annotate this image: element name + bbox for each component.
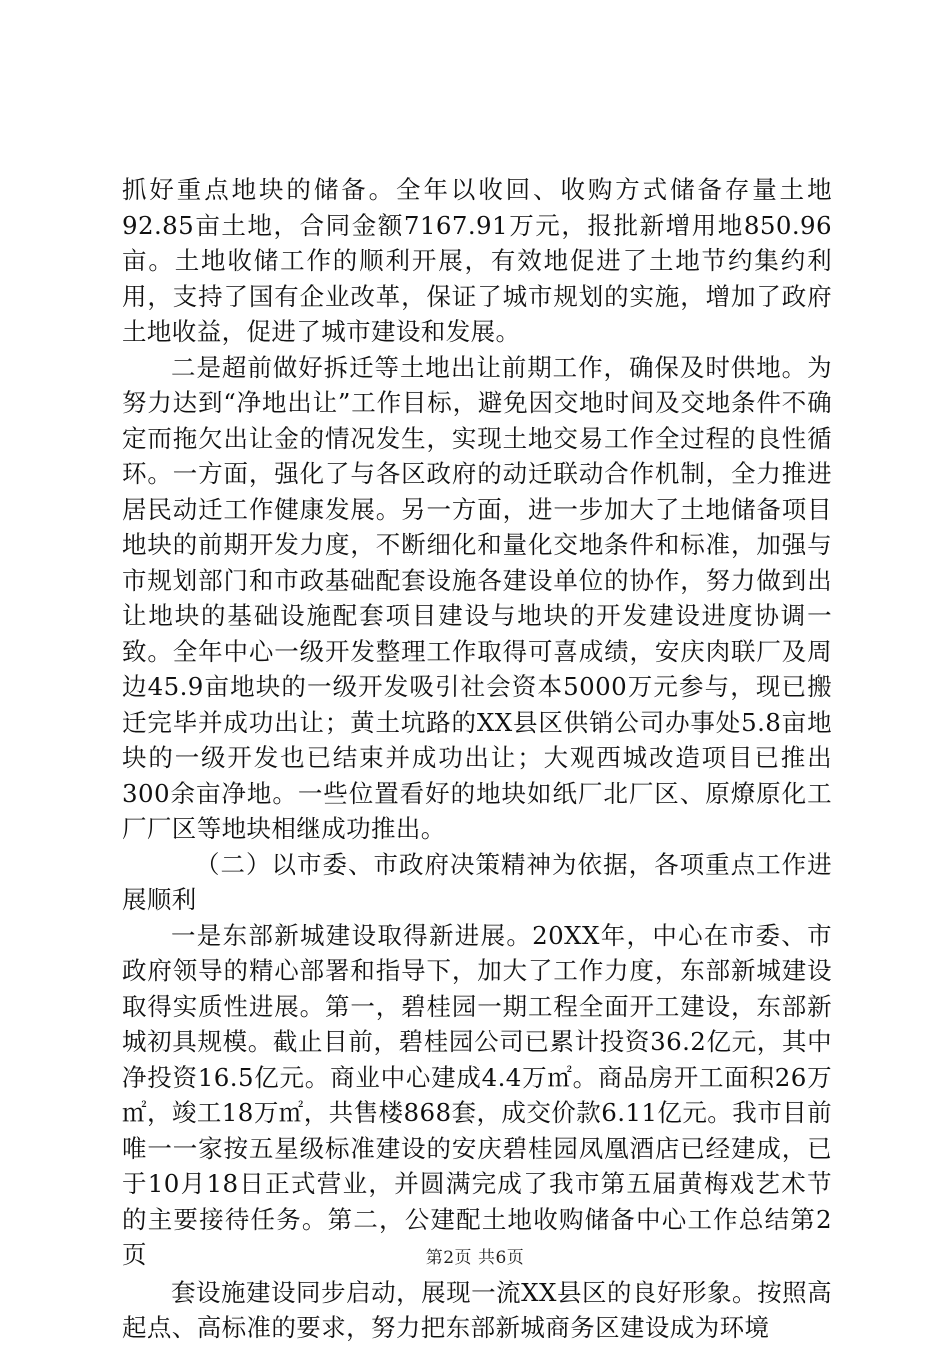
paragraph-east-new-city: 一是东部新城建设取得新进展。20XX年，中心在市委、市政府领导的精心部署和指导下，加大了工作力度，东部新城建设取得实质性进展。第一，碧桂园一期工程全面开工建设，东部新城初具规模。截止目前，碧桂园公司已累计投资36.2亿元，其中净投资16.5亿元。商业中心建成4.4万㎡。商品房开工面积26万㎡，竣工18万㎡，共售楼868套，成交价款6.11亿元。我市目前唯一一家按五星级标准建设的安庆碧桂园凤凰酒店已经建成，已于10月18日正式营业，并圆满完成了我市第五届黄梅戏艺术节的主要接待任务。第二，公建配土地收购储备中心工作总结第2页 bbox=[122, 920, 832, 1269]
section-heading-key-work: （二）以市委、市政府决策精神为依据，各项重点工作进展顺利 bbox=[122, 849, 832, 914]
page-number-footer: 第2页 共6页 bbox=[425, 1248, 525, 1268]
document-body bbox=[122, 172, 832, 1346]
paragraph-facilities: 套设施建设同步启动，展现一流XX县区的良好形象。按照高起点、高标准的要求，努力把东部新城商务区建设成为环境 bbox=[122, 1277, 832, 1342]
paragraph-demolition: 二是超前做好拆迁等土地出让前期工作，确保及时供地。为努力达到“净地出让”工作目标，避免因交地时间及交地条件不确定而拖欠出让金的情况发生，实现土地交易工作全过程的良性循环。一方面，强化了与各区政府的动迁联动合作机制，全力推进居民动迁工作健康发展。另一方面，进一步加大了土地储备项目地块的前期开发力度，不断细化和量化交地条件和标准，加强与市规划部门和市政基础配套设施各建设单位的协作，努力做到出让地块的基础设施配套项目建设与地块的开发建设进度协调一致。全年中心一级开发整理工作取得可喜成绩，安庆肉联厂及周边45.9亩地块的一级开发吸引社会资本5000万元参与，现已搬迁完毕并成功出让；黄土坑路的XX县区供销公司办事处5.8亩地块的一级开发也已结束并成功出让；大观西城改造项目已推出300余亩净地。一些位置看好的地块如纸厂北厂区、原燎原化工厂厂区等地块相继成功推出。 bbox=[122, 352, 832, 843]
paragraph-land-reserve: 抓好重点地块的储备。全年以收回、收购方式储备存量土地92.85亩土地，合同金额7167.91万元，报批新增用地850.96亩。土地收储工作的顺利开展，有效地促进了土地节约集约利用，支持了国有企业改革，保证了城市规划的实施，增加了政府土地收益，促进了城市建设和发展。 bbox=[122, 175, 832, 346]
